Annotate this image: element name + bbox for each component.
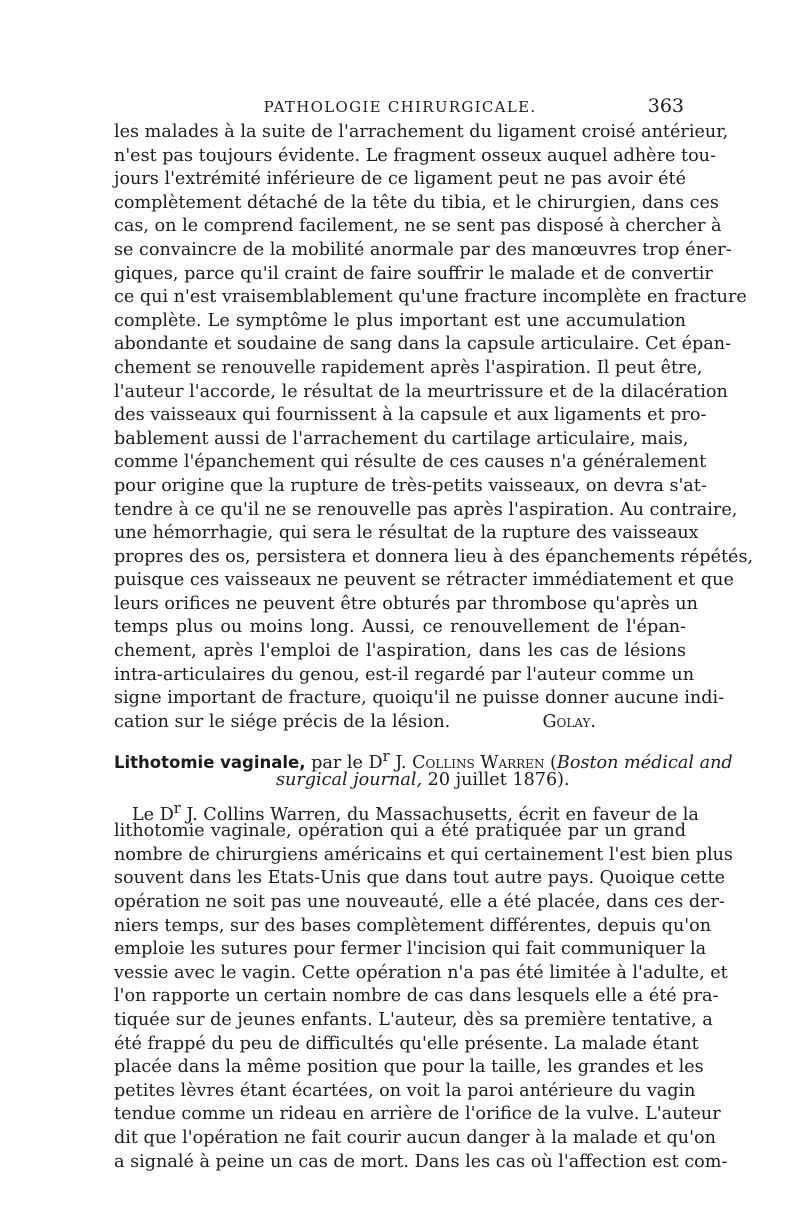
text-line: opération ne soit pas une nouveauté, elle a été placée, dans ces der- — [114, 892, 725, 912]
running-title: PATHOLOGIE CHIRURGICALE. — [263, 98, 537, 116]
text-line: lithotomie vaginale, opération qui a été pratiquée par un grand — [114, 821, 686, 842]
text-line: l'on rapporte un certain nombre de cas dans lesquels elle a été pra- — [114, 986, 719, 1007]
superscript: r — [173, 799, 181, 817]
text-line — [114, 797, 699, 825]
text-line: niers temps, sur des bases complètement différentes, depuis qu'on — [114, 915, 712, 936]
closing-line — [114, 711, 686, 735]
text-fragment: Le D — [132, 804, 174, 825]
paragraph-2 — [114, 797, 733, 1175]
article-title-line — [114, 745, 733, 774]
text-line: intra-articulaires du genou, est-il regardé par l'auteur comme un — [114, 664, 695, 685]
text-line: giques, parce qu'il craint de faire souffrir le malade et de convertir — [114, 263, 713, 284]
paragraph-1 — [114, 121, 754, 734]
text-line: emploie les sutures pour fermer l'incision qui fait communiquer la — [114, 939, 707, 960]
text-line: ce qui n'est vraisemblablement qu'une fracture incomplète en fracture — [114, 287, 747, 308]
text-line: a signalé à peine un cas de mort. Dans les cas où l'affection est com- — [114, 1151, 728, 1172]
text-line: temps plus ou moins long. Aussi, ce renouvellement de l'épan- — [114, 617, 686, 638]
text-line: se convaincre de la mobilité anormale par des manœuvres trop éner- — [114, 239, 732, 260]
byline-sup: r — [382, 748, 390, 766]
text-line: jours l'extrémité inférieure de ce ligament peut ne pas avoir été — [114, 169, 686, 190]
text-line: nombre de chirurgiens américains et qui certainement l'est bien plus — [114, 844, 733, 865]
body-text — [114, 121, 754, 1174]
text-line: placée dans la même position que pour la taille, les grandes et les — [114, 1057, 704, 1078]
text-line: souvent dans les Etats-Unis que dans tout autre pays. Quoique cette — [114, 868, 726, 889]
text-line: les malades à la suite de l'arrachement du ligament croisé antérieur, — [114, 122, 729, 142]
text-line: complètement détaché de la tête du tibia, et le chirurgien, dans ces — [114, 192, 719, 213]
text-line: comme l'épanchement qui résulte de ces causes n'a généralement — [114, 452, 707, 473]
text-line: puisque ces vaisseaux ne peuvent se rétracter immédiatement et que — [114, 570, 734, 591]
journal-name-2: surgical journal, — [276, 770, 423, 791]
text-line: propres des os, persistera et donnera lieu à des épanchements répétés, — [114, 546, 754, 567]
byline-prefix: par le D — [305, 753, 383, 774]
text-line: une hémorrhagie, qui sera le résultat de la rupture des vaisseaux — [114, 523, 699, 544]
text-line: tendue comme un rideau en arrière de l'orifice de la vulve. L'auteur — [114, 1104, 721, 1125]
text-line: dit que l'opération ne fait courir aucun danger à la malade et qu'on — [114, 1127, 716, 1148]
journal-name-1: Boston médical and — [556, 753, 733, 774]
text-line: tendre à ce qu'il ne se renouvelle pas après l'aspiration. Au contraire, — [114, 499, 738, 520]
text-line: été frappé du peu de difficultés qu'elle présente. La malade étant — [114, 1033, 699, 1054]
text-line: des vaisseaux qui fournissent à la capsule et aux ligaments et pro- — [114, 405, 707, 426]
text-line: complète. Le symptôme le plus important est une accumulation — [114, 310, 686, 331]
text-line: petites lèvres étant écartées, on voit la paroi antérieure du vagin — [114, 1080, 696, 1101]
article-title: Lithotomie vaginale, — [114, 753, 306, 773]
article-date: 20 juillet 1876). — [422, 770, 570, 791]
text-line: cation sur le siége précis de la lésion. — [114, 711, 451, 732]
text-line: bablement aussi de l'arrachement du cartilage articulaire, mais, — [114, 428, 689, 449]
page-number: 363 — [647, 95, 684, 117]
text-line: leurs orifices ne peuvent être obturés par thrombose qu'après un — [114, 593, 698, 614]
text-line: pour origine que la rupture de très-petits vaisseaux, on devra s'at- — [114, 475, 707, 496]
text-line: chement se renouvelle rapidement après l'aspiration. Il peut être, — [114, 357, 703, 378]
text-line: cas, on le comprend facilement, ne se sent pas disposé à chercher à — [114, 216, 722, 237]
author-signature: Golay. — [542, 711, 596, 732]
text-line: l'auteur l'accorde, le résultat de la meurtrissure et de la dilacération — [114, 381, 728, 402]
text-fragment: J. Collins Warren, du Massachusetts, écrit en faveur de la — [180, 804, 699, 825]
text-line: chement, après l'emploi de l'aspiration, dans les cas de lésions — [114, 641, 686, 662]
source-open: ( — [544, 753, 557, 774]
article-author: J. Collins Warren — [389, 753, 545, 774]
text-line: abondante et soudaine de sang dans la capsule articulaire. Cet épan- — [114, 334, 732, 355]
text-line: tiquée sur de jeunes enfants. L'auteur, dès sa première tentative, a — [114, 1009, 713, 1030]
page-header — [116, 95, 684, 122]
article-heading — [114, 745, 733, 792]
text-line: signe important de fracture, quoiqu'il ne puisse donner aucune indi- — [114, 688, 725, 709]
text-line: vessie avec le vagin. Cette opération n'a pas été limitée à l'adulte, et — [114, 962, 728, 983]
text-line: n'est pas toujours évidente. Le fragment osseux auquel adhère tou- — [114, 145, 716, 166]
